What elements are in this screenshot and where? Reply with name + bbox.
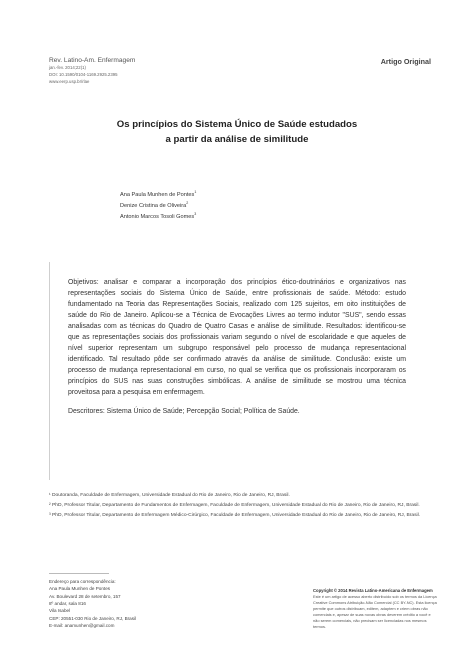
correspondence-line: Endereço para correspondência: (49, 579, 116, 584)
correspondence-line: Av. Boulevard 28 de setembro, 157 (49, 593, 121, 599)
correspondence-line: Ana Paula Munhen de Pontes (49, 586, 111, 592)
abstract-rule (49, 262, 50, 480)
abstract (68, 277, 406, 417)
footnote: ¹ Doutoranda, Faculdade de Enfermagem, Universidade Estadual do Rio de Janeiro, Rio de Janeiro, RJ, Brasil. (49, 493, 290, 498)
affiliation-footnotes (49, 492, 433, 522)
journal-issue: jan.-fev. 2014;22(1) (49, 65, 86, 71)
title-line-1: Os princípios do Sistema Único de Saúde estudados (116, 119, 358, 130)
correspondence-email[interactable]: E-mail: anamunhen@gmail.com (49, 623, 115, 629)
abstract-body: Objetivos: analisar e comparar a incorporação dos princípios ético-doutrinários e organizativos nas representações sociais do Sistema Único de Saúde, entre profissionais de saúde. Método: estudo fundamentado na Teoria das Representações Sociais, realizado com 125 sujeitos, em oito instituições de saúde do Rio de Janeiro. Aplicou-se a Técnica de Evocações Livres ao termo indutor "SUS", sendo essas analisadas com as técnicas do Quadro de Quatro Casas e análise de similitude. Resultados: identificou-se que as representações sociais dos profissionais variam segundo o nível de escolaridade e que aqueles de nível superior representam um subgrupo responsável pelo processo de mudança representacional identificado. Tal resultado pôde ser confirmado através da análise de similitude. Conclusão: existe um processo de mudança representacional em curso, no qual se verifica que os profissionais incorporaram os princípios do SUS nas suas construções simbólicas. A análise de similitude se mostrou uma técnica proveitosa para a pesquisa em enfermagem. (68, 279, 406, 397)
keywords: Descritores: Sistema Único de Saúde; Percepção Social; Política de Saúde. (68, 407, 300, 415)
copyright-notice (313, 588, 438, 629)
correspondence-line: Vila Isabel (49, 608, 71, 614)
license-text: Este é um artigo de acesso aberto distribuído sob os termos da Licença Creative Commons Atribuição-Não Comercial (CC BY-NC). Esta licença permite que outros distribuam, editem, adaptem e criem obras não comerciais e, apesar de suas novas obras deverem crédito a você e não serem comerciais, não precisam ser licenciadas nos mesmos termos. (313, 594, 437, 629)
correspondence-address (49, 578, 136, 629)
article-type: Artigo Original (380, 57, 431, 66)
author (120, 200, 196, 211)
author (120, 189, 196, 200)
footnote: ³ PhD, Professor Titular, Departamento de Enfermagem Médico-Cirúrgico, Faculdade de Enfermagem, Universidade Estadual do Rio de Janeiro, Rio de Janeiro, RJ, Brasil. (49, 512, 421, 518)
title-line-2: a partir da análise de similitude (165, 133, 309, 145)
correspondence-line: CEP: 20551-030 Rio de Janeiro, RJ, Brasil (49, 615, 137, 621)
author-list (120, 189, 196, 223)
journal-header (49, 57, 135, 86)
author-name: Denize Cristina de Oliveira (120, 203, 187, 210)
journal-url[interactable]: www.eerp.usp.br/rlae (49, 78, 90, 84)
journal-name: Rev. Latino-Am. Enfermagem (49, 57, 136, 64)
author-name: Antonio Marcos Tosoli Gomes (120, 214, 195, 221)
article-title (0, 118, 474, 148)
author-name: Ana Paula Munhen de Pontes (120, 191, 195, 198)
copyright-heading: Copyright © 2014 Revista Latino-Americana de Enfermagem (313, 588, 433, 593)
correspondence-line: 8º andar, sala 816 (49, 601, 86, 607)
author-affiliation-mark: 3 (194, 212, 197, 217)
footnote-divider (49, 573, 109, 574)
footnote: ² PhD, Professor Titular, Departamento de Fundamentos de Enfermagem, Faculdade de Enfermagem, Universidade Estadual do Rio de Janeiro, Rio de Janeiro, RJ, Brasil. (49, 502, 420, 508)
author (120, 211, 196, 222)
author-affiliation-mark: 1 (194, 190, 197, 194)
author-affiliation-mark: 2 (186, 201, 189, 206)
journal-doi: DOI: 10.1590/0104-1169.2925.2395 (49, 72, 118, 78)
